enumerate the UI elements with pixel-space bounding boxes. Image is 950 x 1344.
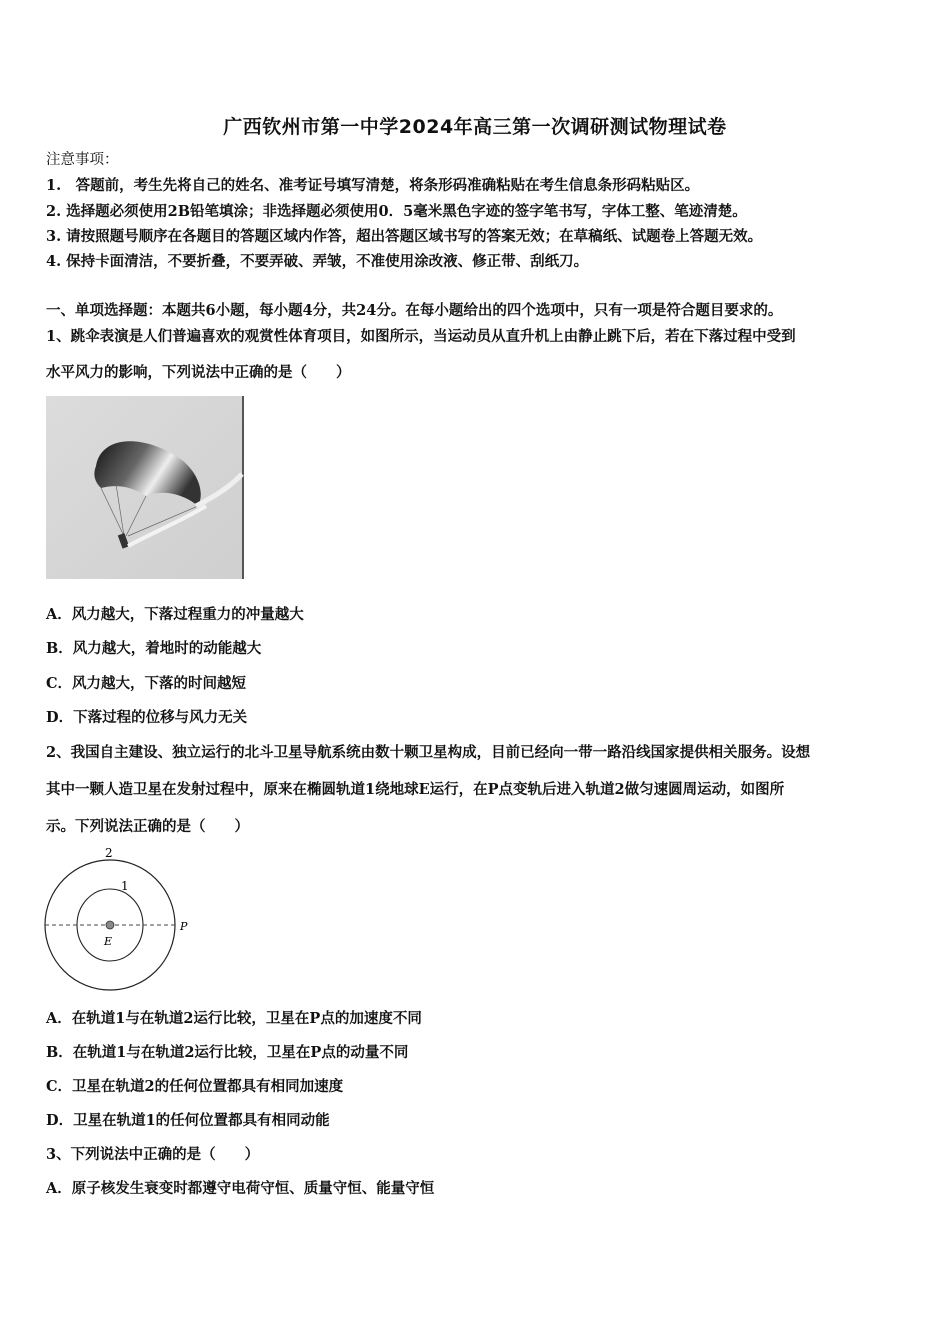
question-3-option-a: A．原子核发生衰变时都遵守电荷守恒、质量守恒、能量守恒 [46, 1180, 435, 1197]
page-title: 广西钦州市第一中学2024年高三第一次调研测试物理试卷 [223, 116, 727, 138]
notice-item: 1. 答题前，考生先将自己的姓名、准考证号填写清楚，将条形码准确粘贴在考生信息条形码粘贴区。 [46, 177, 700, 194]
notice-item: 3. 请按照题号顺序在各题目的答题区域内作答，超出答题区域书写的答案无效；在草稿纸、试题卷上答题无效。 [46, 228, 763, 245]
notice-item: 2. 选择题必须使用2B铅笔填涂；非选择题必须使用0．5毫米黑色字迹的签字笔书写，字体工整、笔迹清楚。 [46, 203, 747, 220]
question-3-stem: 3、下列说法中正确的是（ ） [46, 1146, 260, 1163]
earth-dot [106, 921, 114, 929]
section-heading: 一、单项选择题：本题共6小题，每小题4分，共24分。在每小题给出的四个选项中，只有一项是符合题目要求的。 [46, 302, 783, 319]
question-2-stem-end: 示。下列说法正确的是（ ） [46, 818, 249, 835]
question-2-option-d: D．卫星在轨道1的任何位置都具有相同动能 [46, 1112, 330, 1129]
question-2-stem-cont: 其中一颗人造卫星在发射过程中，原来在椭圆轨道1绕地球E运行，在P点变轨后进入轨道2做匀速圆周运动，如图所 [46, 781, 785, 798]
notice-item: 4. 保持卡面清洁，不要折叠，不要弄破、弄皱，不准使用涂改液、修正带、刮纸刀。 [46, 253, 589, 270]
question-1-stem-cont: 水平风力的影响，下列说法中正确的是（ ） [46, 364, 351, 381]
question-1-option-c: C．风力越大，下落的时间越短 [46, 675, 247, 692]
orbit-1-label: 1 [121, 879, 129, 893]
question-2-option-b: B．在轨道1与在轨道2运行比较，卫星在P点的动量不同 [46, 1044, 409, 1061]
question-1-option-a: A．风力越大，下落过程重力的冲量越大 [46, 606, 304, 623]
question-1-option-d: D．下落过程的位移与风力无关 [46, 709, 248, 726]
question-1-stem: 1、跳伞表演是人们普遍喜欢的观赏性体育项目，如图所示，当运动员从直升机上由静止跳下后，若在下落过程中受到 [46, 328, 796, 345]
question-2-option-a: A．在轨道1与在轨道2运行比较，卫星在P点的加速度不同 [46, 1010, 422, 1027]
earth-label: E [104, 935, 113, 948]
question-1-option-b: B．风力越大，着地时的动能越大 [46, 640, 262, 657]
orbit-2-label: 2 [105, 846, 113, 860]
parachute-photo [46, 396, 244, 579]
point-p-label: P [180, 920, 188, 933]
orbit-diagram [40, 845, 200, 995]
notice-heading: 注意事项： [46, 152, 119, 168]
question-2-stem: 2、我国自主建设、独立运行的北斗卫星导航系统由数十颗卫星构成，目前已经向一带一路沿线国家提供相关服务。设想 [46, 744, 811, 761]
question-2-option-c: C．卫星在轨道2的任何位置都具有相同加速度 [46, 1078, 344, 1095]
